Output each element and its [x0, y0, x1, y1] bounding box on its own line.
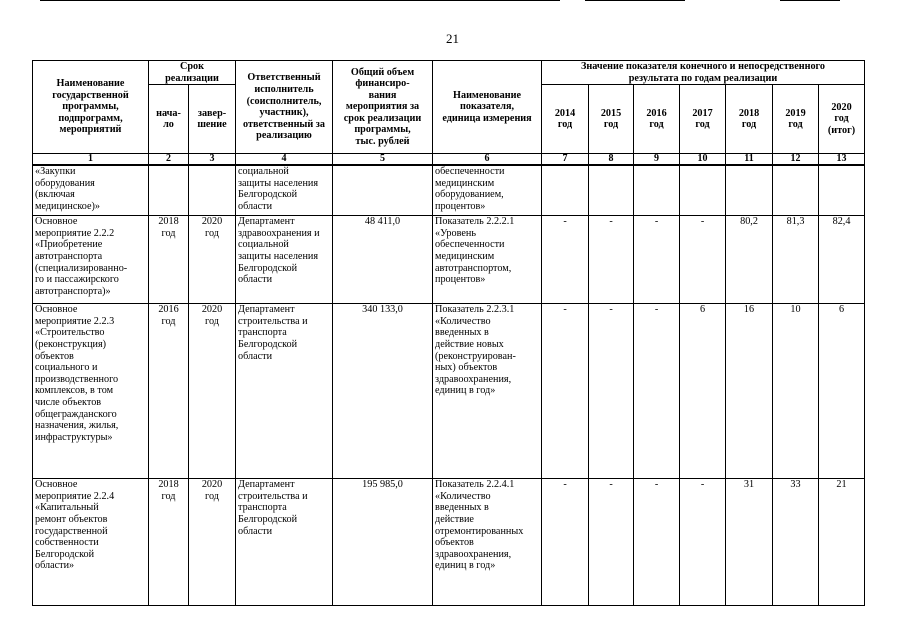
cell-value-2014: -: [542, 216, 589, 304]
cell-indicator: Показатель 2.2.2.1 «Уровень обеспеченности медицинским автотранспортом, процентов»: [433, 216, 542, 304]
cell-value-2020: 82,4: [819, 216, 865, 304]
cell-start: 2018 год: [149, 216, 189, 304]
cell-value-2015: -: [589, 304, 634, 479]
header-year-2019: 2019 год: [773, 85, 819, 154]
header-year-2020: 2020 год (итог): [819, 85, 865, 154]
cell-program-name: «Закупки оборудования (включая медицинское)»: [33, 165, 149, 216]
cell-value-2016: -: [634, 479, 680, 606]
cell-value-2016: -: [634, 304, 680, 479]
cell-value-2020: [819, 165, 865, 216]
cell-executor: социальной защиты населения Белгородской области: [236, 165, 333, 216]
cell-value-2016: -: [634, 216, 680, 304]
top-rule-middle: [585, 0, 685, 1]
table-row: [33, 216, 865, 304]
header-term: Срок реализации: [149, 61, 236, 85]
header-year-2017: 2017 год: [680, 85, 726, 154]
header-executor: Ответственный исполнитель (соисполнитель, участник), ответственный за реализацию: [236, 61, 333, 154]
program-table: [32, 60, 865, 606]
cell-value-2017: 6: [680, 304, 726, 479]
cell-value-2018: 31: [726, 479, 773, 606]
column-number: 9: [634, 154, 680, 166]
cell-end: 2020 год: [189, 479, 236, 606]
column-number: 10: [680, 154, 726, 166]
cell-end: 2020 год: [189, 216, 236, 304]
cell-start: 2018 год: [149, 479, 189, 606]
cell-value-2017: -: [680, 216, 726, 304]
cell-value-2018: [726, 165, 773, 216]
cell-value-2019: 33: [773, 479, 819, 606]
cell-funding: 340 133,0: [333, 304, 433, 479]
column-number: 7: [542, 154, 589, 166]
cell-value-2020: 21: [819, 479, 865, 606]
cell-value-2014: -: [542, 304, 589, 479]
cell-program-name: Основное мероприятие 2.2.4 «Капитальный ремонт объектов государственной собственности Белгородской области»: [33, 479, 149, 606]
cell-value-2015: -: [589, 216, 634, 304]
cell-value-2016: [634, 165, 680, 216]
header-year-2016: 2016 год: [634, 85, 680, 154]
header-indicator: Наименование показателя, единица измерения: [433, 61, 542, 154]
cell-value-2015: [589, 165, 634, 216]
cell-indicator: Показатель 2.2.3.1 «Количество введенных в действие новых (реконструирован- ных) объектов здравоохранения, единиц в год»: [433, 304, 542, 479]
table-row: [33, 165, 865, 216]
header-program-name: Наименование государственной программы, подпрограмм, мероприятий: [33, 61, 149, 154]
top-rule-left: [40, 0, 560, 1]
header-year-2015: 2015 год: [589, 85, 634, 154]
cell-program-name: Основное мероприятие 2.2.2 «Приобретение автотранспорта (специализированно- го и пассажирского автотранспорта)»: [33, 216, 149, 304]
header-start: нача- ло: [149, 85, 189, 154]
cell-executor: Департамент здравоохранения и социальной защиты населения Белгородской области: [236, 216, 333, 304]
cell-value-2019: 81,3: [773, 216, 819, 304]
cell-indicator: обеспеченности медицинским оборудованием, процентов»: [433, 165, 542, 216]
column-number: 1: [33, 154, 149, 166]
cell-indicator: Показатель 2.2.4.1 «Количество введенных в действие отремонтированных объектов здравоохранения, единиц в год»: [433, 479, 542, 606]
header-funding: Общий объем финансиро- вания мероприятия за срок реализации программы, тыс. рублей: [333, 61, 433, 154]
table-row: [33, 304, 865, 479]
column-number: 12: [773, 154, 819, 166]
top-rule-right: [780, 0, 840, 1]
cell-end: [189, 165, 236, 216]
cell-value-2017: [680, 165, 726, 216]
column-number: 5: [333, 154, 433, 166]
column-number: 4: [236, 154, 333, 166]
column-number: 3: [189, 154, 236, 166]
cell-value-2018: 16: [726, 304, 773, 479]
cell-program-name: Основное мероприятие 2.2.3 «Строительство (реконструкция) объектов социального и производственного комплексов, в том числе объектов общегражданского назначения, жилья, инфраструктуры»: [33, 304, 149, 479]
header-values-group: Значение показателя конечного и непосредственного результата по годам реализации: [542, 61, 865, 85]
header-end: завер- шение: [189, 85, 236, 154]
cell-funding: 195 985,0: [333, 479, 433, 606]
cell-value-2014: [542, 165, 589, 216]
column-number: 13: [819, 154, 865, 166]
cell-executor: Департамент строительства и транспорта Белгородской области: [236, 479, 333, 606]
cell-funding: [333, 165, 433, 216]
header-year-2014: 2014 год: [542, 85, 589, 154]
cell-value-2018: 80,2: [726, 216, 773, 304]
cell-executor: Департамент строительства и транспорта Белгородской области: [236, 304, 333, 479]
cell-end: 2020 год: [189, 304, 236, 479]
cell-start: 2016 год: [149, 304, 189, 479]
cell-value-2019: 10: [773, 304, 819, 479]
column-number: 2: [149, 154, 189, 166]
cell-value-2015: -: [589, 479, 634, 606]
cell-funding: 48 411,0: [333, 216, 433, 304]
cell-value-2017: -: [680, 479, 726, 606]
column-number: 8: [589, 154, 634, 166]
page-number: 21: [446, 31, 459, 46]
cell-start: [149, 165, 189, 216]
header-year-2018: 2018 год: [726, 85, 773, 154]
table-row: [33, 479, 865, 606]
cell-value-2019: [773, 165, 819, 216]
cell-value-2020: 6: [819, 304, 865, 479]
column-number: 11: [726, 154, 773, 166]
cell-value-2014: -: [542, 479, 589, 606]
column-number: 6: [433, 154, 542, 166]
